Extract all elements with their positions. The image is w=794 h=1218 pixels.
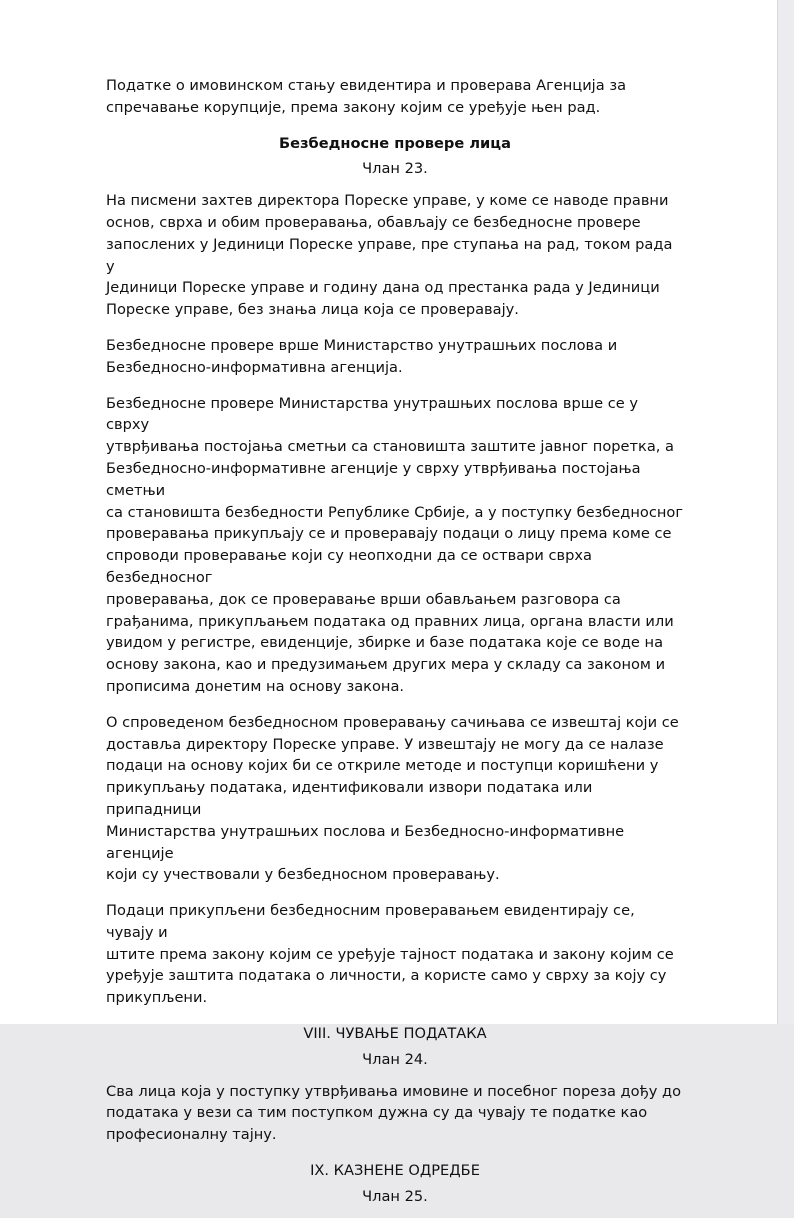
text-line: Безбедносне провере Министарства унутрашњих послова врше се у сврху [106, 394, 639, 434]
text-line: Безбедносно-информативне агенције у сврху утврђивања постојања сметњи [106, 459, 641, 499]
text-line: Јединици Пореске управе и годину дана од престанка рада у Јединици [106, 279, 660, 297]
text-line: проверавања прикупљају се и проверавају подаци о лицу према коме се [106, 525, 672, 543]
chapter-heading: IX. КАЗНЕНЕ ОДРЕДБЕ [310, 1162, 480, 1180]
article-number: Члан 25. [362, 1187, 428, 1205]
text-line: уређује заштита података о личности, а користе само у сврху за коју су [106, 967, 667, 985]
chapter-heading: VIII. ЧУВАЊЕ ПОДАТАКА [303, 1025, 487, 1043]
paragraph [106, 712, 684, 886]
text-line: Податке о имовинском стању евидентира и проверава Агенција за [106, 77, 627, 94]
text-line: На писмени захтев директора Пореске управе, у коме се наводе правни [106, 192, 669, 210]
text-line: спроводи проверавање који су неопходни да се оствари сврха безбедносног [106, 547, 592, 586]
text-line: штите према закону којим се уређује тајност података и закону којим се [106, 945, 674, 963]
text-line: прописима донетим на основу закона. [106, 677, 405, 695]
paragraph [106, 75, 684, 119]
text-line: проверавања, док се проверавање врши обављањем разговора са [106, 590, 621, 608]
text-line: Сва лица која у поступку утврђивања имовине и посебног пореза дођу до [106, 1082, 681, 1100]
article-number: Члан 23. [362, 160, 428, 178]
text-line: Подаци прикупљени безбедносним проверавањем евидентирају се, чувају и [106, 902, 635, 941]
text-line: подаци на основу којих би се откриле методе и поступци коришћени у [106, 757, 659, 775]
text-line: са становишта безбедности Републике Србије, а у поступку безбедносног [106, 503, 684, 521]
text-line: запослених у Јединици Пореске управе, пре ступања на рад, током рада у [106, 235, 673, 275]
text-line: доставља директору Пореске управе. У извештају не могу да се налазе [106, 735, 664, 753]
text-line: утврђивања постојања сметњи са становишта заштите јавног поретка, а [106, 438, 675, 456]
paragraph [106, 190, 684, 321]
text-line: који су учествовали у безбедносном проверавању. [106, 866, 500, 884]
text-line: прикупљању података, идентификовали извори података или припадници [106, 779, 593, 818]
text-line: прикупљени. [106, 989, 208, 1007]
text-line: Министарства унутрашњих послова и Безбедносно-информативне агенције [106, 822, 625, 862]
text-line: професионалну тајну. [106, 1126, 277, 1144]
paragraph [106, 335, 684, 379]
paragraph [106, 393, 684, 698]
document-body [106, 75, 684, 1218]
text-line: основу закона, као и предузимањем других мера у складу са законом и [106, 656, 666, 674]
text-line: грађанима, прикупљањем података од правних лица, органа власти или [106, 612, 674, 630]
viewer-edge [777, 0, 794, 1024]
text-line: спречавање корупције, према закону којим се уређује њен рад. [106, 98, 601, 116]
text-line: података у вези са тим поступком дужна су да чувају те податке као [106, 1104, 648, 1122]
paragraph [106, 1081, 684, 1146]
text-line: увидом у регистре, евиденције, збирке и базе података које се воде на [106, 634, 664, 652]
text-line: основ, сврха и обим проверавања, обављају се безбедносне провере [106, 213, 641, 231]
article-number: Члан 24. [362, 1050, 428, 1068]
text-line: Пореске управе, без знања лица која се проверавају. [106, 301, 519, 319]
section-heading: Безбедносне провере лица [279, 134, 511, 152]
text-line: О спроведеном безбедносном проверавању сачињава се извештај који се [106, 713, 679, 731]
text-line: Безбедносне провере врше Министарство унутрашњих послова и [106, 336, 618, 354]
text-line: Безбедносно-информативна агенција. [106, 358, 403, 376]
paragraph [106, 900, 684, 1009]
